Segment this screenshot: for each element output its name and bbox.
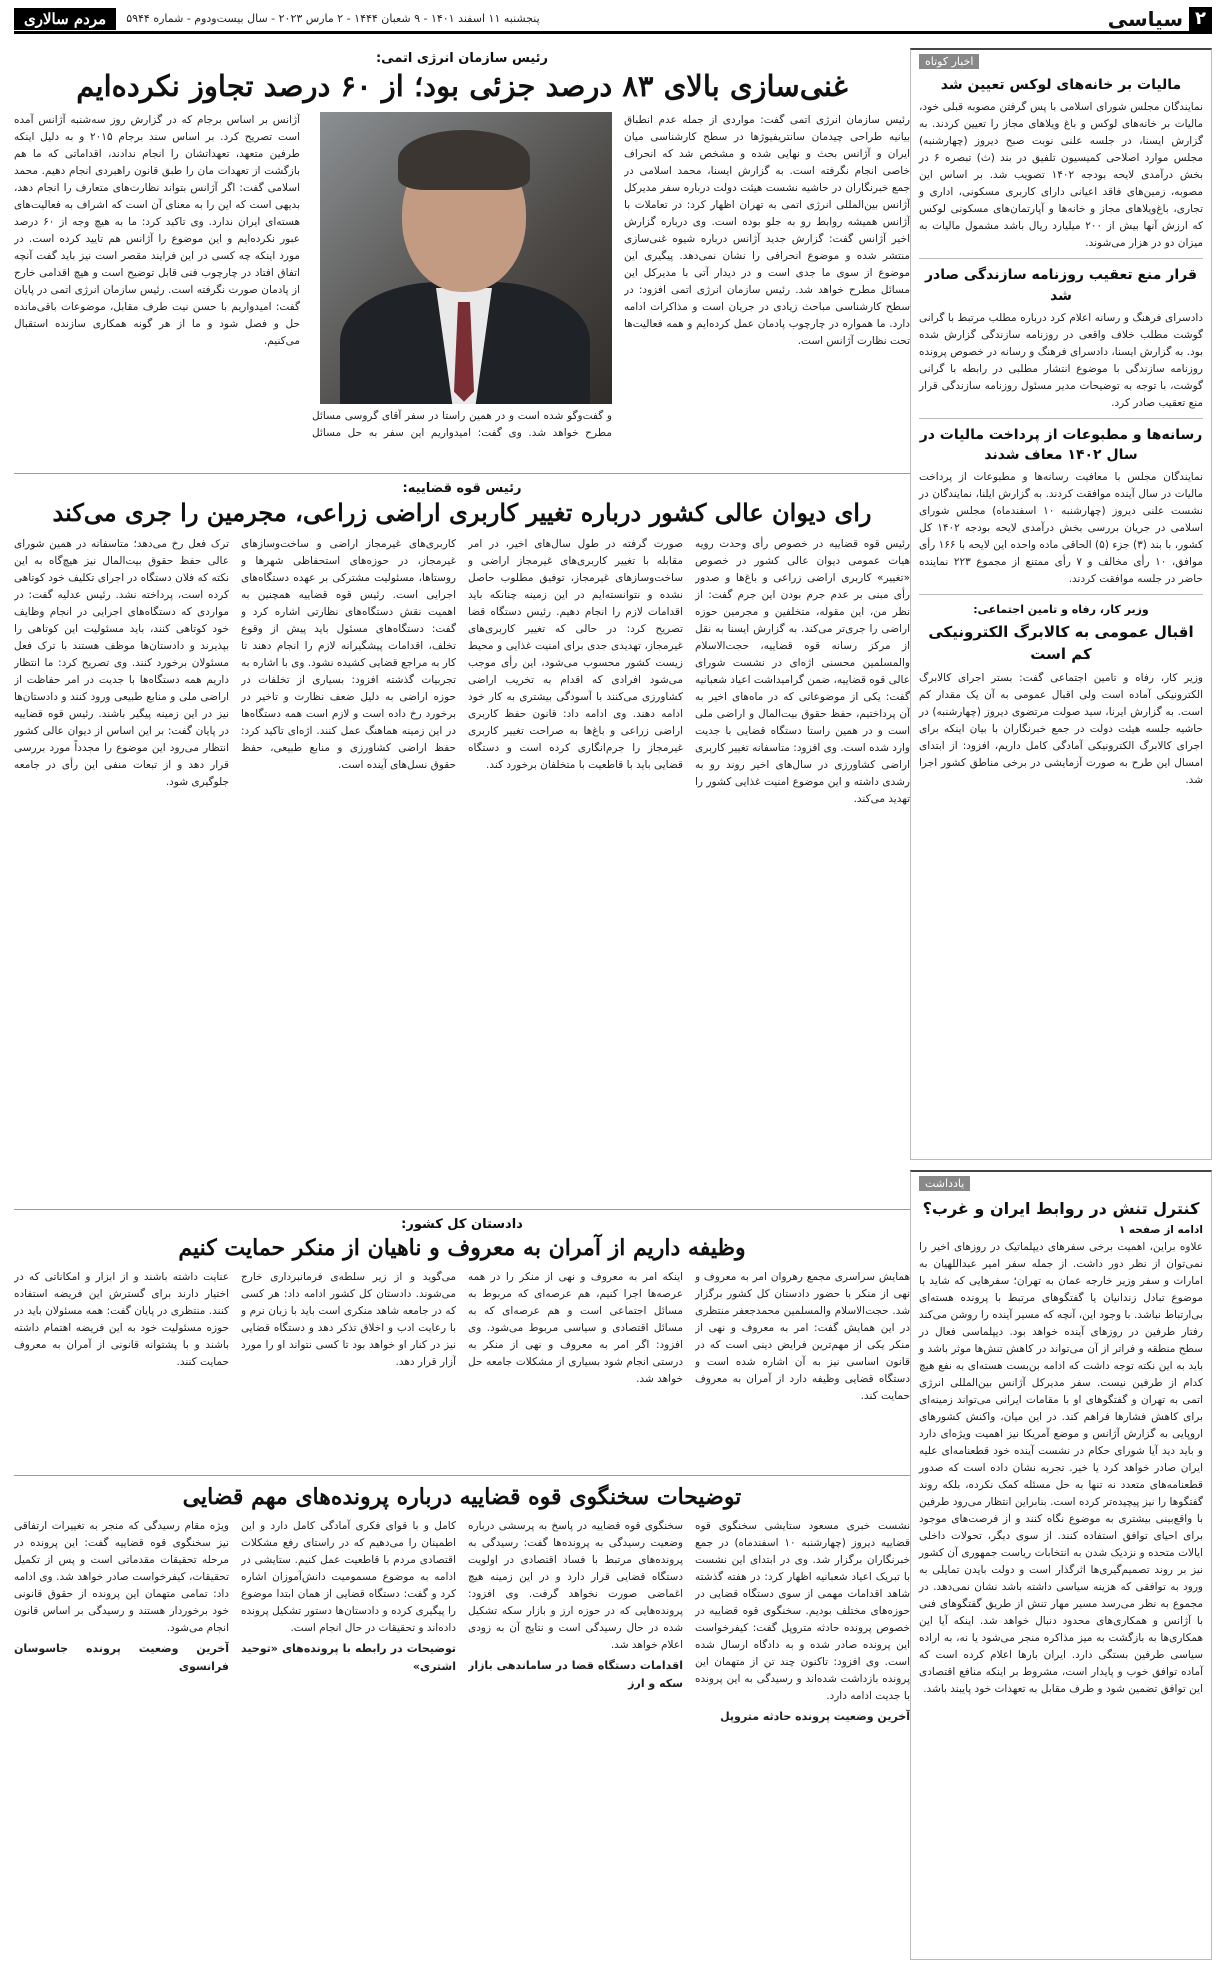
opinion-body: علاوه براین، اهمیت برخی سفرهای دیپلماتیک در روزهای اخیر را نمی‌توان از نظر دور داشت. از جمله سفر امیر عبداللهیان به امارات و سفر وزیر خارجه عمان به تهران؛ سفرهایی که شاید با موضوع تبادل زندانیان یا گفتگوهای مرتبط با پرونده هسته‌ای بی‌ارتباط نباشد. با وجود این، آنچه که مسیر آینده را روشن می‌کند رفتار طرفین در روزهای آینده خواهد بود. دیپلماسی فعال در سطح منطقه و فراتر از آن می‌تواند در کاهش تنش‌ها موثر باشد و باید به این نکته توجه داشت که ادامه بن‌بست هسته‌ای به نفع هیچ کدام از طرفین نیست. سفر مدیرکل آژانس بین‌المللی انرژی اتمی به تهران و گفتگوهای او با مقامات ایرانی می‌تواند زمینه‌ای برای کاهش فشارها فراهم کند. در این میان، واکنش کشورهای اروپایی به گزارش آژانس و موضع آمریکا نیز اهمیت ویژه‌ای دارد و باید دید آیا شورای حکام در نشست آینده خود قطعنامه‌ای علیه ایران صادر خواهد کرد یا خیر. تجربه نشان داده است که صدور قطعنامه‌های متعدد نه تنها به حل مسئله کمک نکرده، بلکه روند گفتگوها را نیز پیچیده‌تر کرده است. بنابراین انتظار می‌رود طرفین با واقع‌بینی بیشتری به موضوع نگاه کنند و از فرصت‌های موجود برای احیای توافق استفاده کنند. از سوی دیگر، تحولات داخلی ایالات متحده و نزدیک شدن به انتخابات ریاست جمهوری آن کشور نیز بر روند تصمیم‌گیری‌ها اثرگذار است و دولت بایدن تمایلی به ورود به توافقی که هزینه سیاسی داشته باشد نشان نمی‌دهد. در مجموع به نظر می‌رسد مسیر مهار تنش از طریق گفتگوهای فنی با آژانس و همکاری‌های محدود دنبال خواهد شد. اینکه آیا این همکاری‌ها به بازگشت به میز مذاکره منجر می‌شود یا نه، به اراده سیاسی طرفین بستگی دارد. ایران بارها اعلام کرده است که آماده توافق خوب و پایدار است، مشروط بر اینکه منافع اقتصادی این توافق تضمین شود و طرف مقابل به تعهدات خود پایبند باشد. bbox=[919, 1241, 1203, 1696]
divider bbox=[919, 418, 1203, 419]
sidebar-news-item bbox=[919, 603, 1203, 789]
article-paragraph: کامل و با قوای فکری آمادگی کامل دارد و این اطمینان را می‌دهیم که در راستای رفع مشکلات اقتصادی مردم با قاطعیت عمل کنیم. ستایشی در ادامه به موضوع مسمومیت دانش‌آموزان اشاره کرد و گفت: دستگاه قضایی از همان ابتدا موضوع را پیگیری کرده و دادستان‌ها دستور تشکیل پرونده داده‌اند و تحقیقات در حال انجام است. bbox=[241, 1520, 456, 1635]
article-column: صورت گرفته در طول سال‌های اخیر، در امر مقابله با تغییر کاربری‌های غیرمجاز اراضی و ساخت‌وسازهای غیرمجاز، توفیق مطلوب حاصل نشده و نتوانسته‌ایم در این زمینه چنانکه باید اقدامات لازم را انجام دهیم. رئیس دستگاه قضا تصریح کرد: در حالی که تغییر کاربری‌های غیرمجاز، تهدیدی جدی برای امنیت غذایی و محیط زیست کشور محسوب می‌شود، این رأی موجب می‌شود افرادی که اقدام به تخریب اراضی کشاورزی می‌کنند با آسودگی بیشتری به کار خود ادامه دهند. وی ادامه داد: قانون حفظ کاربری اراضی زراعی و باغ‌ها به صراحت تغییر کاربری غیرمجاز را جرم‌انگاری کرده است و دستگاه قضایی باید با قاطعیت با متخلفان برخورد کند. bbox=[468, 537, 683, 771]
subheading: آخرین وضعیت پرونده جاسوسان فرانسوی bbox=[14, 1642, 229, 1674]
article-column: کاربری‌های غیرمجاز اراضی و ساخت‌وسازهای غیرمجاز، در حوزه‌های استحفاظی شهرها و روستاها، مسئولیت مشترکی بر عهده دستگاه‌های اجرایی است. رئیس قوه قضاییه همچنین به اهمیت نقش دستگاه‌های نظارتی اشاره کرد و گفت: دستگاه‌های مسئول باید پیش از وقوع تخلف، اقدامات پیشگیرانه لازم را انجام دهند تا کار به مراجع قضایی کشیده نشود. وی با اشاره به تجربیات گذشته افزود: بسیاری از تخلفات در حوزه اراضی به دلیل ضعف نظارت و تاخیر در برخورد رخ داده است و لازم است همه دستگاه‌ها در این زمینه هماهنگ عمل کنند. اژه‌ای تاکید کرد: حفظ اراضی کشاورزی و منابع طبیعی، حفظ حقوق نسل‌های آینده است. bbox=[241, 537, 456, 771]
news-title: اقبال عمومی به کالابرگ الکترونیکی کم است bbox=[928, 623, 1194, 664]
news-title: رسانه‌ها و مطبوعات از پرداخت مالیات در سال ۱۴۰۲ معاف شدند bbox=[919, 426, 1203, 464]
opinion-title: کنترل تنش در روابط ایران و غرب؟ bbox=[922, 1199, 1200, 1218]
main-content bbox=[14, 48, 910, 1962]
news-body: دادسرای فرهنگ و رسانه اعلام کرد درباره مطلب مرتبط با گرانی گوشت مطلب خلاف واقعی در روزنامه سازندگی گزارش شده بود. به گزارش ایسنا، دادسرای فرهنگ و رسانه در خصوص پرونده روزنامه سازندگی با موضوع انتشار مطلبی در رابطه با گرانی گوشت، با توجه به توضیحات مدیر مسئول روزنامه سازندگی قرار منع تعقیب صادر کرد. bbox=[919, 311, 1203, 409]
article-headline: غنی‌سازی بالای ۸۳ درصد جزئی بود؛ از ۶۰ درصد تجاوز نکرده‌ایم bbox=[76, 69, 848, 103]
section-title bbox=[1108, 7, 1212, 31]
subheading: اقدامات دستگاه قضا در ساماندهی بازار سکه و ارز bbox=[468, 1659, 683, 1691]
article-column: همایش سراسری مجمع رهروان امر به معروف و نهی از منکر با حضور دادستان کل کشور برگزار شد. حجت‌الاسلام والمسلمین محمدجعفر منتظری در این همایش گفت: امر به معروف و نهی از منکر یکی از مهم‌ترین فرایض دینی است که در قانون اساسی نیز به آن اشاره شده است و دستگاه قضایی وظیفه دارد از آمران به معروف حمایت کند. bbox=[695, 1271, 910, 1403]
subheading: توضیحات در رابطه با پرونده‌های «توحید اشتری» bbox=[241, 1642, 456, 1674]
sidebar-news-item bbox=[919, 75, 1203, 252]
divider bbox=[919, 594, 1203, 595]
sidebar-tab-note: یادداشت bbox=[919, 1176, 970, 1191]
news-title: مالیات بر خانه‌های لوکس تعیین شد bbox=[940, 77, 1182, 93]
article-column bbox=[695, 1518, 910, 1948]
paper-name-logo: مردم سالاری bbox=[14, 8, 116, 30]
sidebar-tab-short-news: اخبار کوتاه bbox=[919, 54, 979, 69]
article-headline: توضیحات سخنگوی قوه قضاییه درباره پرونده‌های مهم قضایی bbox=[182, 1484, 742, 1510]
article-prosecutor bbox=[14, 1214, 910, 1476]
divider bbox=[919, 258, 1203, 259]
article-column bbox=[468, 1518, 683, 1948]
article-column: اینکه امر به معروف و نهی از منکر را در همه عرصه‌ها اجرا کنیم، هم عرصه‌ای که مربوط به مسائل اجتماعی است و هم عرصه‌ای که به مسائل اقتصادی و سیاسی مربوط می‌شود. وی افزود: اگر امر به معروف و نهی از منکر به درستی انجام شود بسیاری از مشکلات جامعه حل خواهد شد. bbox=[468, 1271, 683, 1386]
section-name: سیاسی bbox=[1107, 6, 1183, 31]
article-headline: وظیفه داریم از آمران به معروف و ناهیان از منکر حمایت کنیم bbox=[178, 1235, 746, 1261]
article-headline: رای دیوان عالی کشور درباره تغییر کاربری اراضی زراعی، مجرمین را جری می‌کند bbox=[52, 498, 872, 527]
page-number: ۲ bbox=[1189, 7, 1212, 31]
article-column: ترک فعل رخ می‌دهد؛ متاسفانه در همین شورای عالی حفظ حقوق بیت‌المال نیز هیچ‌گاه به این نکته که فلان دستگاه در اجرای تکلیف خود کوتاهی کرده است، پرداخته نشد. رئیس عدلیه گفت: در مواردی که دستگاه‌های اجرایی در انجام وظایف خود کوتاهی کنند، باید مسئولیت این کوتاهی را بپذیرند و دادستان‌ها موظف هستند با ترک فعل مسئولان برخورد کنند. وی تصریح کرد: ما انتظار داریم همه دستگاه‌ها با جدیت در امر حفاظت از اراضی ملی و منابع طبیعی ورود کنند و دادستان‌ها نیز در این زمینه پیگیر باشند. رئیس قوه قضاییه در پایان گفت: بر این اساس از دیوان عالی کشور انتظار می‌رود این موضوع را مجدداً مورد بررسی قرار دهد و از تبعات منفی این رأی در جامعه جلوگیری شود. bbox=[14, 537, 229, 788]
article-column: رئیس سازمان انرژی اتمی گفت: مواردی از جمله عدم انطباق بیانیه طراحی چیدمان سانتریفیوژها در سطح کارشناسی میان ایران و آژانس بحث و نهایی شده و مشخص شد که انحراف خاصی انجام نگرفته است. به گزارش ایسنا، محمد اسلامی در جمع خبرنگاران در حاشیه نشست هیئت دولت درباره سفر مدیرکل آژانس بین‌المللی انرژی اتمی به تهران اظهار کرد: در تعاملات با آژانس همیشه روابط رو به جلو بوده است. وی درباره گزارش اخیر آژانس گفت: گزارش جدید آژانس درباره شیوه غنی‌سازی منتشر شده و موضوع انحرافی را نشان نمی‌دهد. پیگیری این موضوع از سوی ما جدی است و در دیدار آتی با مدیرکل این مسائل مطرح خواهد شد. رئیس سازمان انرژی اتمی افزود: در سطح کارشناسی مباحث زیادی در جریان است و مذاکرات ادامه دارد. ما همواره در چارچوب پادمان عمل کرده‌ایم و همه فعالیت‌ها تحت نظارت آژانس است. bbox=[624, 113, 910, 347]
article-column bbox=[241, 1518, 456, 1948]
article-column: رئیس قوه قضاییه در خصوص رأی وحدت رویه هیات عمومی دیوان عالی کشور در خصوص «تغییر» کاربری اراضی زراعی و باغ‌ها و صدور رأی مبنی بر عدم جرم بودن این جرم گفت: از نظر من، این مقوله، متخلفین و مجرمین حوزه اراضی را جری‌تر می‌کند. به گزارش ایسنا به نقل از مرکز رسانه قوه قضاییه، حجت‌الاسلام والمسلمین محسنی اژه‌ای در نشست شورای عالی قوه قضاییه، ضمن گرامیداشت اعیاد شعبانیه گفت: یکی از موضوعاتی که در ماه‌های اخیر به آن پرداختیم، حفظ حقوق بیت‌المال و اراضی ملی است و در همین راستا دستگاه قضایی با جدیت وارد شده است. وی افزود: متاسفانه تغییر کاربری اراضی کشاورزی در سال‌های اخیر روند رو به رشدی داشته و این موضوع امنیت غذایی کشور را تهدید می‌کند. bbox=[695, 537, 910, 805]
article-kicker: رئیس سازمان انرژی اتمی: bbox=[375, 51, 549, 66]
masthead bbox=[14, 6, 1212, 34]
article-paragraph: ویژه مقام رسیدگی که منجر به تغییرات ارتفاقی نیز سخنگوی قوه قضاییه گفت: این پرونده در مرحله تحقیقات مقدماتی است و پس از تکمیل تحقیقات، کیفرخواست صادر خواهد شد. وی ادامه داد: تمامی متهمان این پرونده از حقوق قانونی خود برخوردار هستند و رسیدگی بر اساس قانون انجام می‌شود. bbox=[14, 1520, 229, 1635]
opinion-continued: ادامه از صفحه ۱ bbox=[1118, 1224, 1203, 1237]
article-paragraph: نشست خبری مسعود ستایشی سخنگوی قوه قضاییه دیروز (چهارشنبه ۱۰ اسفندماه) در جمع خبرنگاران برگزار شد. وی در ابتدای این نشست با تبریک اعیاد شعبانیه اظهار کرد: در هفته گذشته شاهد اقدامات مهمی از سوی دستگاه قضایی در حوزه‌های مختلف بودیم. سخنگوی قوه قضاییه در خصوص پرونده حادثه متروپل گفت: کیفرخواست این پرونده صادر شده و به دادگاه ارسال شده است. وی افزود: تاکنون چند تن از متهمان این پرونده بازداشت شده‌اند و رسیدگی به این پرونده با جدیت ادامه دارد. bbox=[695, 1520, 910, 1703]
sidebar-news-item bbox=[919, 265, 1203, 412]
article-judiciary bbox=[14, 478, 910, 1210]
issue-line: پنجشنبه ۱۱ اسفند ۱۴۰۱ - ۹ شعبان ۱۴۴۴ - ۲ مارس ۲۰۲۳ - سال بیست‌ودوم - شماره ۵۹۴۴ bbox=[126, 12, 540, 25]
sidebar-news-item bbox=[919, 425, 1203, 589]
article-nuclear bbox=[14, 48, 910, 474]
article-column: عنایت داشته باشند و از ابزار و امکاناتی که در اختیار دارند برای گسترش این فریضه استفاده کنند. منتظری در پایان گفت: همه مسئولان باید در حوزه مسئولیت خود به این فریضه اهتمام داشته باشند و با پشتوانه قانونی از آمران به معروف حمایت کنند. bbox=[14, 1271, 229, 1369]
subheading: آخرین وضعیت پرونده حادثه متروپل bbox=[720, 1710, 910, 1724]
article-column: می‌گوید و از زیر سلطه‌ی فرمانبرداری خارج می‌شوند. دادستان کل کشور ادامه داد: هر کسی که در جامعه شاهد منکری است باید با زبان نرم و با رعایت ادب و اخلاق تذکر دهد و دستگاه قضایی نیز در کنار او خواهد بود تا کسی نتواند او را مورد آزار قرار دهد. bbox=[241, 1271, 456, 1369]
article-paragraph: سخنگوی قوه قضاییه در پاسخ به پرسشی درباره وضعیت رسیدگی به پرونده‌ها گفت: رسیدگی به پرونده‌های مرتبط با فساد اقتصادی در اولویت دستگاه قضایی قرار دارد و در این زمینه هیچ اغماضی صورت نخواهد گرفت. وی افزود: پرونده‌هایی که در حوزه ارز و بازار سکه تشکیل شده در حال رسیدگی است و نتایج آن به زودی اعلام خواهد شد. bbox=[468, 1520, 683, 1652]
news-kicker: وزیر کار، رفاه و تامین اجتماعی: bbox=[973, 603, 1149, 617]
sidebar-opinion-box bbox=[910, 1170, 1212, 1960]
news-body: نمایندگان مجلس با معافیت رسانه‌ها و مطبوعات از پرداخت مالیات در سال آینده موافقت کردند. به گزارش ایلنا، نمایندگان در نشست علنی دیروز (چهارشنبه ۱۰ اسفندماه) مجلس شورای اسلامی در جریان بررسی بخش درآمدی لایحه بودجه ۱۴۰۲ کل کشور، با بند (۳) جزء (۵) الحاقی ماده واحده این لایحه با ۱۶۶ رأی موافق، ۱۰ رأی مخالف و ۷ رأی ممتنع از مجموع ۲۲۳ نماینده حاضر در جلسه موافقت کردند. bbox=[919, 471, 1204, 586]
article-column: آژانس بر اساس برجام که در گزارش روز سه‌شنبه آژانس آمده است تصریح کرد. بر اساس سند برجام ۲۰۱۵ و به دلیل اینکه طرفین متعهد، تعهداتشان را انجام ندادند، اقداماتی که ما هم بازگشت از تعهدات مان را طبق قانون راهبردی انجام دهیم. محمد اسلامی گفت: اگر آژانس بتواند نظارت‌های متعارف را انجام دهد، بدیهی است که این را به معنای آن است که اشراف به فعالیت‌های هسته‌ای ایران ندارد. وی تاکید کرد: ما به هیچ وجه از ۶۰ درصد عبور نکرده‌ایم و این موضوع را آژانس هم تایید کرده است. در مورد اینکه چه کسی در این فرایند مقصر است نیز باید گفت آنچه اتفاق افتاد در چارچوب فنی قابل توضیح است و هیچ اقدامی خارج از پادمان صورت نگرفته است. رئیس سازمان انرژی اتمی در پایان گفت: امیدواریم با حسن نیت طرف مقابل، موضوعات باقی‌مانده حل و فصل شود و ما از هر گونه همکاری سازنده استقبال می‌کنیم. bbox=[14, 113, 300, 347]
article-kicker: دادستان کل کشور: bbox=[401, 1217, 523, 1232]
news-body: وزیر کار، رفاه و تامین اجتماعی گفت: بستر اجرای کالابرگ الکترونیکی آماده است ولی اقبال عمومی به آن یک مقدار کم است. به گزارش ایرنا، سید صولت مرتضوی دیروز (چهارشنبه) در حاشیه جلسه هیئت دولت در جمع خبرنگاران با بیان اینکه برای اجرای کالابرگ الکترونیکی آمادگی کامل داریم، افزود: از ابتدای امسال این طرح به صورت آزمایشی در برخی مناطق کشور اجرا شد. bbox=[919, 671, 1203, 786]
news-body: نمایندگان مجلس شورای اسلامی با پس گرفتن مصوبه قبلی خود، مالیات بر خانه‌های لوکس و باغ ویلاهای مجاز را تعیین کردند. به گزارش ایسنا، در جلسه علنی نوبت صبح دیروز (چهارشنبه) مجلس موارد اصلاحی کمیسیون تلفیق در بند (ث) تبصره ۶ در بخش درآمدی لایحه بودجه ۱۴۰۲ تصویب شد. بر اساس این مصوبه، زمین‌های فاقد اعیانی دارای کاربری مسکونی، اداری و تجاری، باغ‌ویلاهای مجاز و خانه‌ها و آپارتمان‌های مسکونی لوکس که ارزش آنها بیش از ۲۰۰ میلیارد ریال باشد مشمول مالیات به میزان دو در هزار می‌شوند. bbox=[919, 101, 1203, 250]
article-spokesman bbox=[14, 1484, 910, 1970]
article-column bbox=[14, 1518, 229, 1948]
news-title: قرار منع تعقیب روزنامه سازندگی صادر شد bbox=[924, 267, 1198, 304]
sidebar bbox=[910, 48, 1212, 1962]
article-column: و گفت‌وگو شده است و در همین راستا در سفر آقای گروسی مسائل مطرح خواهد شد. وی گفت: امیدواریم این سفر به حل مسائل bbox=[312, 409, 612, 439]
article-kicker: رئیس قوه قضاییه: bbox=[402, 481, 522, 496]
sidebar-news-box bbox=[910, 48, 1212, 1160]
portrait-photo bbox=[320, 112, 612, 404]
